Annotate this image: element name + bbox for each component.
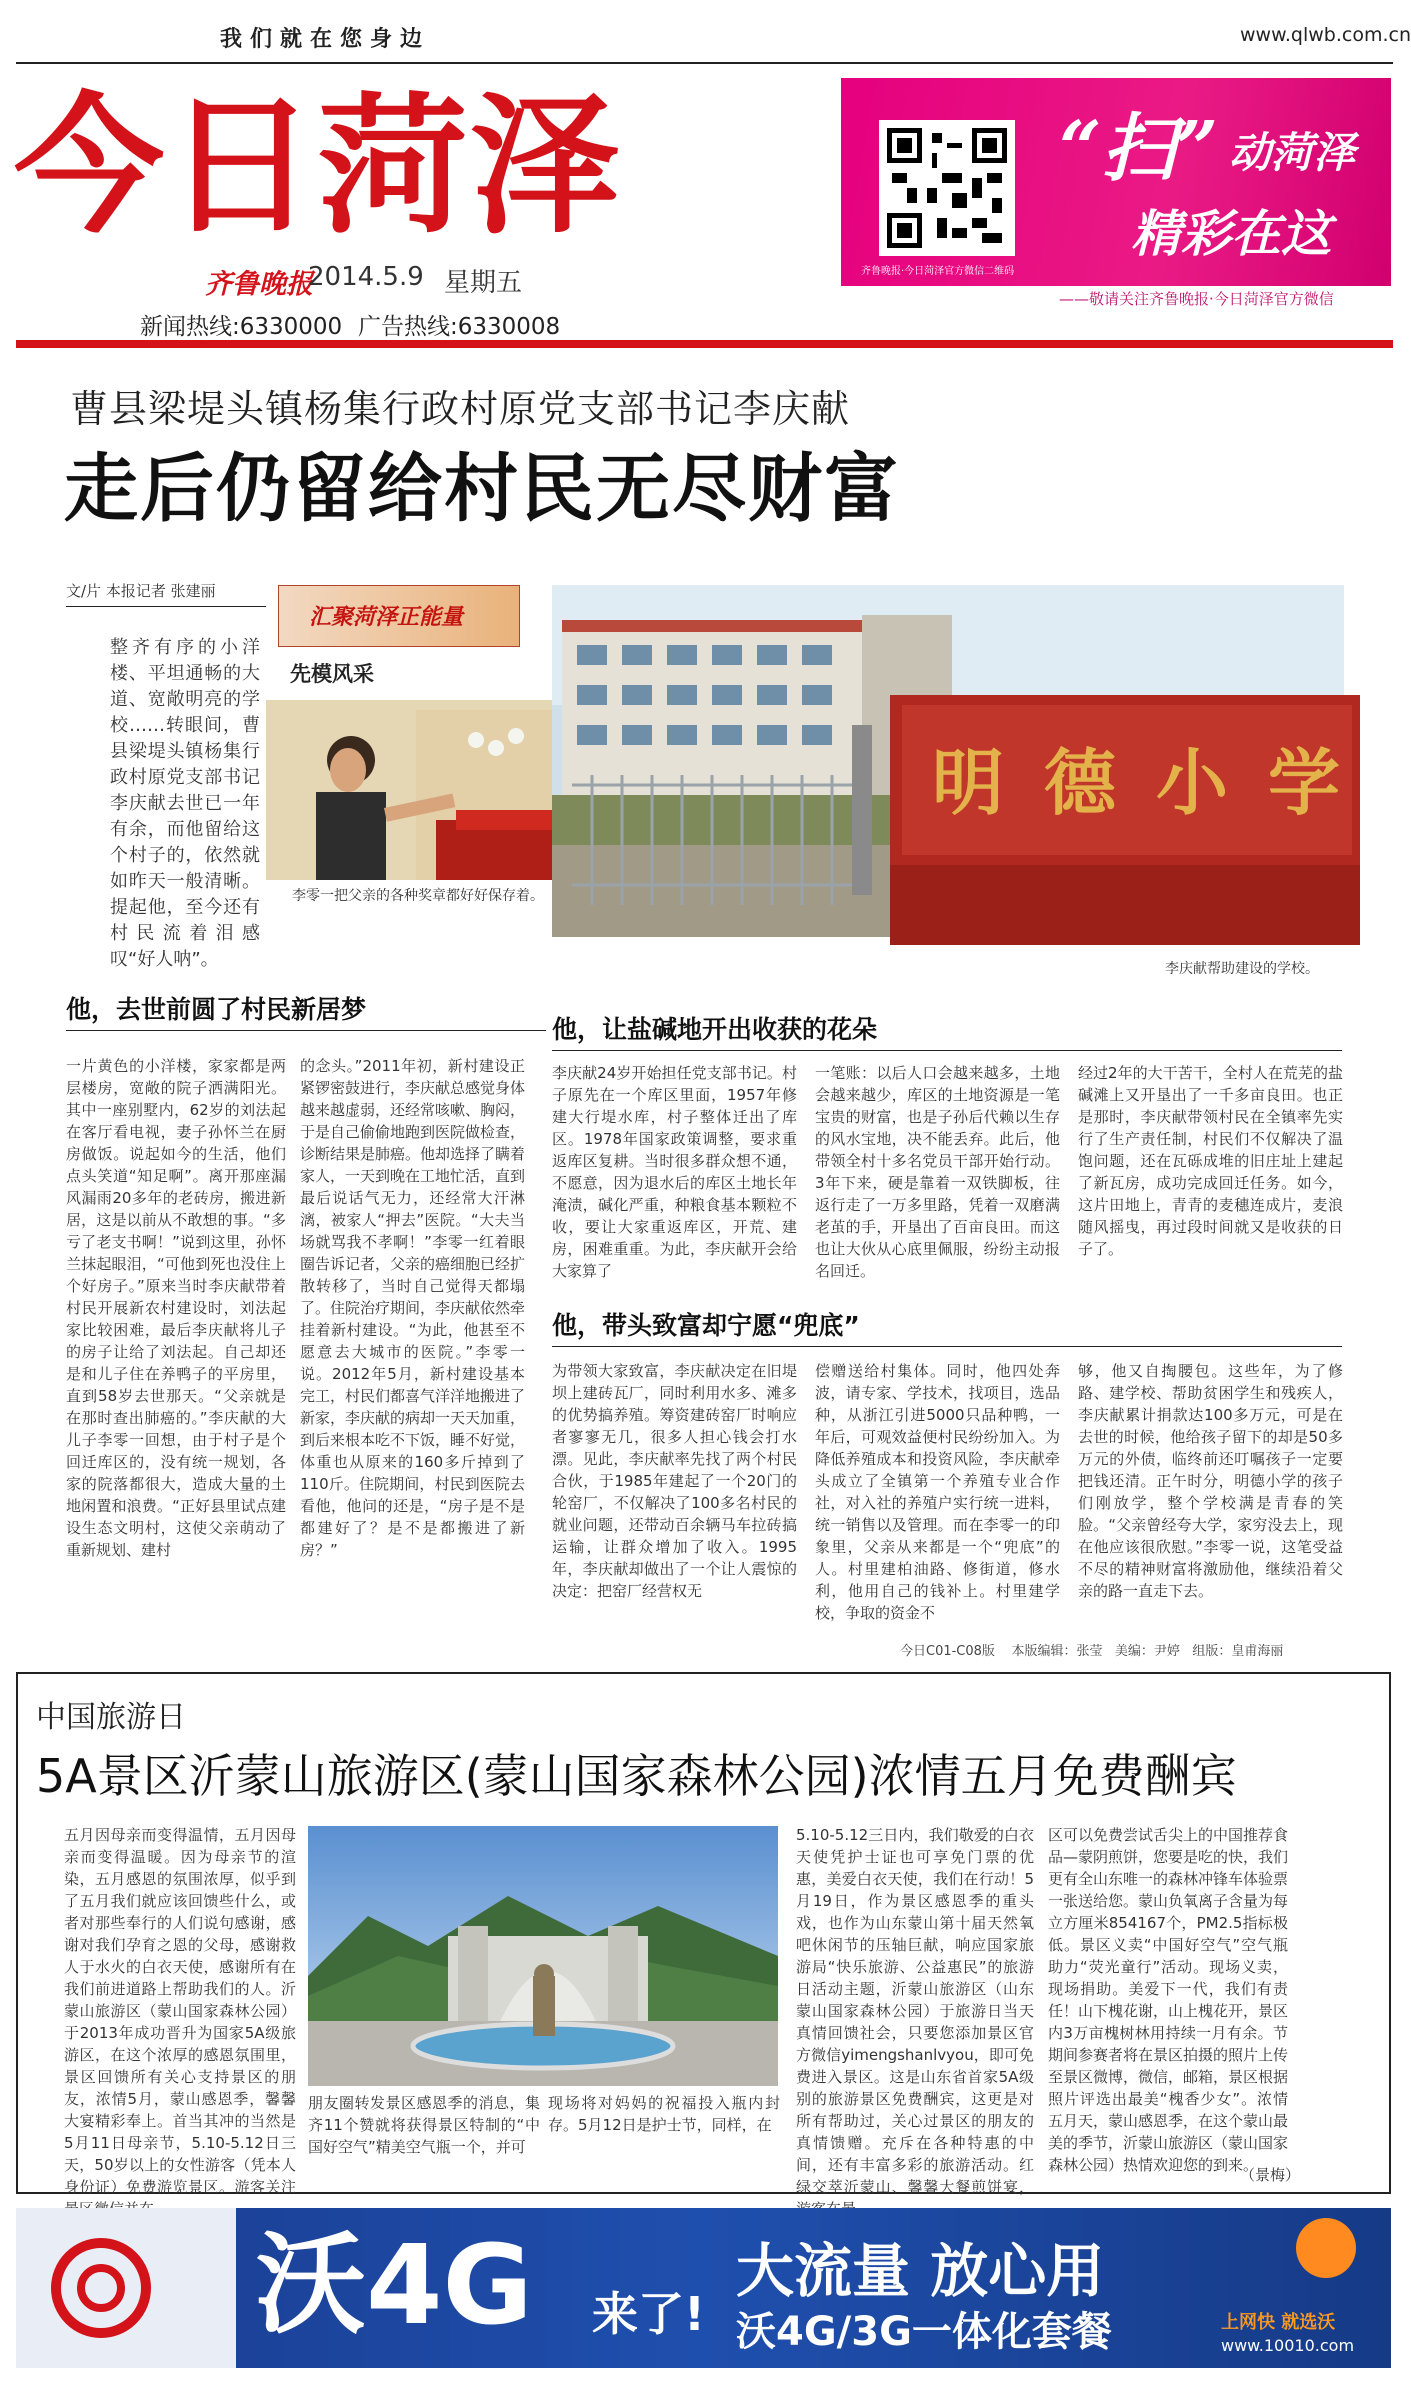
tourism-col3: 现场将对妈妈的祝福投入瓶内封存。5月12日是护士节，同样，在 [548, 2094, 780, 2134]
ad-slogan-1: 大流量 放心用 [736, 2237, 1105, 2305]
byline-rule [66, 606, 266, 607]
footer-proofreader: 组版：皇甫海丽 [1192, 1644, 1284, 1659]
section3-col2: 偿赠送给村集体。同时，他四处奔波，请专家、学技术，找项目，选品种，从浙江引进5000只品种鸭，一年后，可观效益便村民纷纷加入。为降低养殖成本和投资风险，李庆献牵头成立了全镇第一个养殖专业合作社，对入社的养殖户实行统一进料，统一销售以及管理。而在李零一的印象里，父亲从来都是一个“兜底”的人。村里建柏油路、修街道，修水利，他用自己的钱补上。村里建学校，争取的资金不 [815, 1362, 1060, 1622]
section2-col1: 李庆献24岁开始担任党支部书记。村子原先在一个库区里面，1957年修建大行堤水库，村子整体迁出了库区。1978年国家政策调整，要求重返库区复耕。当时很多群众想不通，不愿意，因为退水后的库区土地长年淹渍，碱化严重，种粮食基本颗粒不收，要让大家重返库区，开荒、建房，困难重重。为此，李庆献开会给大家算了 [552, 1064, 797, 1280]
photo-son-medals-illustration [266, 700, 566, 880]
tourism-col4: 5.10-5.12三日内，我们敬爱的白衣天使凭护士证也可享免门票的优惠，美爱白衣天使，我们在行动！5月19日，作为景区感恩季的重头戏，也作为山东蒙山第十届天然氧吧休闲节的压轴巨献，响应国家旅游局“快乐旅游、公益惠民”的旅游日活动主题，沂蒙山旅游区（山东蒙山国家森林公园）于旅游日当天真情回馈社会，只要您添加景区官方微信yimengshanlvyou，即可免费进入景区。这是山东省首家5A级别的旅游景区免费酬宾，这更是对所有帮助过，关心过景区的朋友的真情馈赠。充斥在各种特惠的中间，还有丰富多彩的旅游活动。红绿交萃沂蒙山、馨馨大餐煎饼宴， [796, 1826, 1034, 2196]
section3-col1: 为带领大家致富，李庆献决定在旧堤坝上建砖瓦厂，同时利用水多、滩多的优势搞养殖。筹资建砖窑厂时响应者寥寥无几，很多人担心钱会打水漂。见此，李庆献率先找了两个村民合伙，于1985年建起了一个20门的轮窑厂，不仅解决了100多名村民的就业问题，还带动百余辆马车拉砖搞运输，让群众增加了收入。1995年，李庆献却做出了一个让人震惊的决定：把窑厂经营权无 [552, 1362, 797, 1600]
tourism-kicker: 中国旅游日 [36, 1700, 186, 1735]
footer-designer: 美编：尹婷 [1114, 1644, 1180, 1659]
tourism-box [16, 1672, 1391, 2194]
ad-tagline: 来了! [592, 2287, 705, 2341]
tourism-photo [308, 1826, 778, 2086]
issue-weekday: 星期五 [444, 268, 523, 298]
qr-ad-headline-3: 精彩在这 [1131, 205, 1331, 263]
news-hotline: 新闻热线:6330000 [140, 314, 343, 340]
qr-ad-headline-1: “扫” [1059, 106, 1219, 192]
badge-subtitle: 先模风采 [290, 662, 374, 686]
ad-url[interactable]: www.10010.com [1221, 2336, 1355, 2355]
byline: 文/片 本报记者 张建丽 [66, 582, 216, 600]
ad-hotline: 广告热线:6330008 [358, 314, 561, 340]
page-footer [900, 1640, 1283, 1659]
tourism-credit: （景梅） [1240, 2166, 1301, 2184]
unicom-logo-icon [41, 2233, 161, 2343]
ad-net: 上网快 就选沃 [1221, 2312, 1336, 2333]
qr-ad-headline-2: 动菏泽 [1229, 128, 1356, 177]
tourism-col5: 区可以免费尝试舌尖上的中国推荐食品—蒙阴煎饼，您要是吃的快，我们更有全山东唯一的森林冲锋车体验票一张送给您。蒙山负氧离子含量为每立方厘米854167个，PM2.5指标极低。景区义卖“中国好空气”空气瓶助力“荧光童行”活动。现场义卖，现场捐助。美爱下一代，我们有责任！山下槐花谢，山上槐花开，景区内3万亩槐树林用持续一月有余。节期间参赛者将在景区拍摄的照片上传至景区微博，微信，邮箱，景区根据照片评选出最美“槐香少女”。浓情五月天，蒙山感恩季，在这个蒙山最美的季节，沂蒙山旅游区（蒙山国家森林公园）热情欢迎您的到来。 [1048, 1826, 1289, 2174]
issue-date: 2014.5.9 [308, 262, 424, 292]
photo2-caption: 李庆献帮助建设的学校。 [1165, 961, 1319, 977]
masthead-red-bar [16, 340, 1393, 348]
lead-kicker: 曹县梁堤头镇杨集行政村原党支部书记李庆献 [70, 387, 851, 431]
photo1-caption: 李零一把父亲的各种奖章都好好保存着。 [292, 888, 544, 904]
tourism-col1: 五月因母亲而变得温情，五月因母亲而变得温暖。因为母亲节的渲染，五月感恩的氛围浓厚，似乎到了五月我们就应该回馈些什么，或者对那些奉行的人们说句感谢，感谢对我们孕育之恩的父母，感谢救人于水火的白衣天使，感谢所有在我们前进道路上帮助我们的人。沂蒙山旅游区（蒙山国家森林公园）于2013年成功晋升为国家5A级旅游区，在这个浓厚的感恩氛围里，景区回馈所有关心支持景区的朋友，浓情5月，蒙山感恩季，馨馨大宴精彩奉上。首当其冲的当然是5月11日母亲节，5.10-5.12日三天，50岁以上的女性游客（凭本人身份证）免费游览景区。游客关注 [64, 1826, 296, 2196]
qr-caption: 齐鲁晚报·今日菏泽官方微信二维码 [861, 266, 1015, 277]
unicom-ad[interactable] [16, 2208, 1391, 2368]
badge [278, 585, 520, 647]
section2-col3: 经过2年的大干苦干，全村人在荒芜的盐碱滩上又开垦出了一千多亩良田。也正是那时，李庆献带领村民在全镇率先实行了生产责任制，村民们不仅解决了温饱问题，还在瓦砾成堆的旧庄址上建起了新瓦房，成功完成回迁任务。如今，这片田地上，青青的麦穗连成片，麦浪随风摇曳，再过段时间就又是收获的日子了。 [1078, 1064, 1343, 1258]
qr-code[interactable] [879, 120, 1015, 256]
section2-title: 他，让盐碱地开出收获的花朵 [552, 1015, 878, 1044]
badge-title: 汇聚菏泽正能量 [309, 605, 464, 630]
lead-intro: 整齐有序的小洋楼、平坦通畅的大道、宽敞明亮的学校……转眼间，曹县梁堤头镇杨集行政村原党支部书记李庆献去世已一年有余，而他留给这个村子的，依然就如昨天一般清晰。提起他，至今还有村民流着泪感叹“好人呐”。 [110, 637, 260, 970]
qr-ad-footer: ——敬请关注齐鲁晚报·今日菏泽官方微信 [1059, 290, 1334, 308]
brand-logo: 齐鲁晚报 [205, 269, 313, 300]
footer-index: 今日C01-C08版 [900, 1644, 995, 1659]
qr-ad-banner[interactable] [841, 78, 1391, 308]
masthead-slogan: 我们就在您身边 [220, 27, 431, 52]
section3-col3: 够，他又自掏腰包。这些年，为了修路、建学校、帮助贫困学生和残疾人，李庆献累计捐款达100多万元，可是在去世的时候，他给孩子留下的却是50多万元的外债，临终前还叮嘱孩子一定要把钱还清。正午时分，明德小学的孩子们刚放学，整个学校满是青春的笑脸。“父亲曾经夸大学，家穷没去上，现在他应该很欣慰。”李零一说，这笔受益不尽的精神财富将激励他，继续沿着父亲的路一直走下去。 [1078, 1362, 1343, 1600]
photo-school [552, 585, 1381, 937]
section1-col2: 的念头。”2011年初，新村建设正紧锣密鼓进行，李庆献总感觉身体越来越虚弱，还经常咳嗽、胸闷，于是自己偷偷地跑到医院做检查，诊断结果是肺癌。他却选择了瞒着家人，一天到晚在工地忙活，直到最后说话气无力，还经常大汗淋漓，被家人“押去”医院。“大夫当场就骂我不孝啊！”李零一红着眼圈告诉记者，父亲的癌细胞已经扩散转移了，当时自己觉得天都塌了。住院治疗期间，李庆献依然牵挂着新村建设。“为此，他甚至不愿意去大城市的医院。”李零一说。2012年5月，新村建设基本完工，村民们都喜气洋洋地搬进了新家，李庆献的病却一天天加重，到后来根本吃不下饭，睡不好觉，体重也从原来的160多斤掉到了110斤。住院期间，村民到医院去看他，他问的还是，“房子是不是都建好了？是不是都搬进了新房？” [300, 1057, 526, 1559]
masthead-rule [16, 62, 1393, 64]
lead-headline: 走后仍留给村民无尽财富 [64, 446, 900, 532]
school-sign: 明德小学 [932, 740, 1381, 825]
qr-code-icon [882, 123, 1012, 253]
section1-title: 他，去世前圆了村民新居梦 [66, 995, 367, 1024]
footer-editor: 本版编辑：张莹 [1011, 1644, 1103, 1659]
ad-wo-logo-icon [1296, 2218, 1356, 2278]
ad-brand: 沃4G [256, 2221, 533, 2349]
section2-col2: 一笔账：以后人口会越来越多，土地会越来越少，库区的土地资源是一笔宝贵的财富，也是子孙后代赖以生存的风水宝地，决不能丢弃。此后，他带领全村十多名党员干部开始行动。3年下来，硬是靠着一双铁脚板，往返行走了一万多里路，凭着一双磨满老茧的手，开垦出了百亩良田。而这也让大伙从心底里佩服，纷纷主动报名回迁。 [815, 1064, 1060, 1280]
ad-slogan-2: 沃4G/3G一体化套餐 [736, 2309, 1112, 2355]
section3-title: 他，带头致富却宁愿“兜底” [552, 1311, 860, 1340]
section1-col1: 一片黄色的小洋楼，家家都是两层楼房，宽敞的院子洒满阳光。其中一座别墅内，62岁的刘法起在客厅看电视，妻子孙怀兰在厨房做饭。说起如今的生活，他们点头笑道“知足啊”。离开那座漏风漏雨20多年的老砖房，搬进新居，这是以前从不敢想的事。“多亏了老支书啊！”说到这里，孙怀兰抹起眼泪，“可他到死也没住上个好房子。”原来当时李庆献带着村民开展新农村建设时，刘法起家比较困难，最后李庆献将儿子的房子让给了刘法起。自己却还是和儿子住在养鸭子的平房里，直到58岁去世那天。“父亲就是在那时查出肺癌的。”李庆献的大儿子李零一回想，由于村子是个回迁库区的，没有统一规划，各家的院落都很大，造成大量的土地闲置和浪费。“正好县里试点建设生态文明村，这使父亲萌动了重新规划、建村 [66, 1057, 286, 1559]
tourism-photo-illustration [308, 1826, 778, 2086]
photo-son-medals [266, 700, 566, 880]
section2-rule [552, 1050, 1342, 1051]
website[interactable]: www.qlwb.com.cn [1240, 24, 1411, 46]
section1-rule [66, 1030, 546, 1031]
tourism-headline: 5A景区沂蒙山旅游区(蒙山国家森林公园)浓情五月免费酬宾 [36, 1749, 1237, 1803]
section3-rule [552, 1346, 1342, 1347]
tourism-col2: 朋友圈转发景区感恩季的消息，集齐11个赞就将获得景区特制的“中国好空气”精美空气瓶一个，并可 [308, 2094, 540, 2156]
newspaper-title: 今日菏泽 [14, 78, 623, 254]
